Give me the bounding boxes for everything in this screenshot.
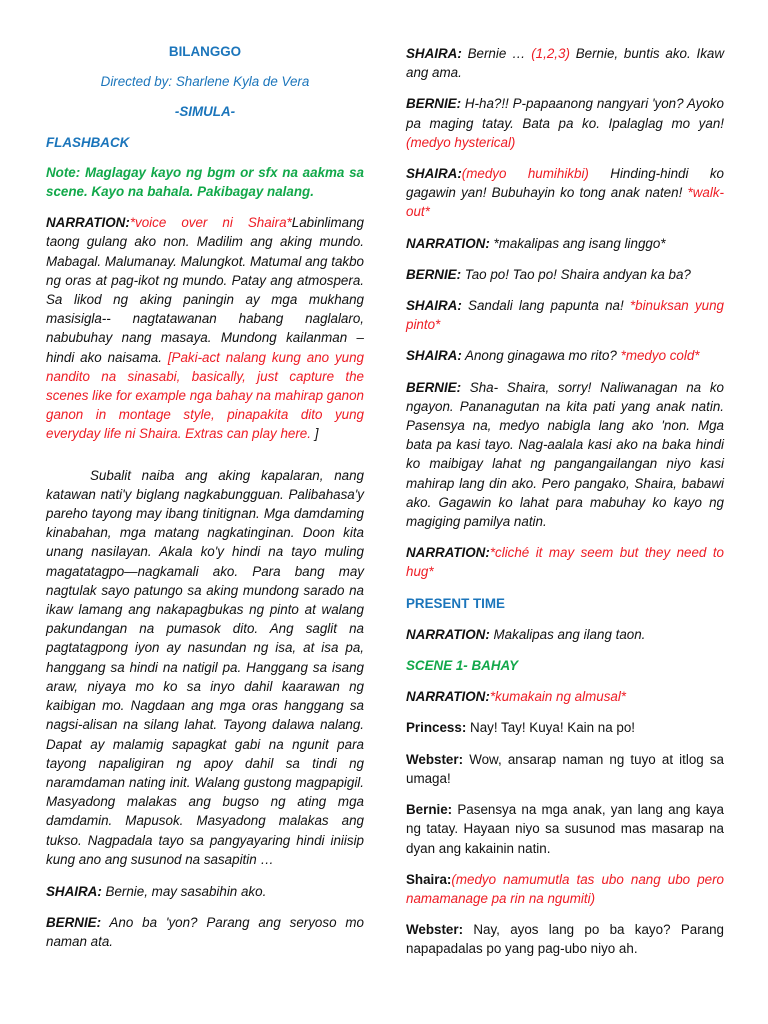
- narration-line: [406, 687, 724, 706]
- dialogue-line: [406, 378, 724, 532]
- dialogue-line: [406, 870, 724, 908]
- speaker-label: NARRATION:: [406, 689, 490, 705]
- speaker-label: Bernie:: [406, 802, 453, 818]
- production-note: Note: Maglagay kayo ng bgm or sfx na aakma sa scene. Kayo na bahala. Pakibagay nalang.: [46, 164, 364, 200]
- right-column: [406, 44, 724, 959]
- dialogue-text: Ano ba 'yon? Parang ang seryoso mo naman ata.: [46, 915, 364, 950]
- stage-direction: *walk-out*: [406, 185, 724, 220]
- dialogue-text: H-ha?!! P-papaanong nangyari 'yon? Ayoko pa maging tatay. Bata pa ko. Ipalaglag mo yan!: [406, 96, 724, 131]
- dialogue-text: Bernie, may sasabihin ako.: [101, 883, 267, 899]
- stage-direction: *binuksan yung pinto*: [406, 298, 724, 333]
- speaker-label: BERNIE:: [406, 96, 462, 112]
- speaker-label: Webster:: [406, 922, 464, 938]
- stage-direction: *kumakain ng almusal*: [489, 689, 627, 705]
- dialogue-line: [406, 800, 724, 858]
- speaker-label: BERNIE:: [406, 379, 462, 395]
- speaker-label: SHAIRA:: [406, 348, 462, 364]
- speaker-label: SHAIRA:: [406, 166, 462, 182]
- scene-heading: SCENE 1- BAHAY: [406, 658, 519, 674]
- stage-direction: *medyo cold*: [620, 348, 700, 364]
- speaker-label: SHAIRA:: [406, 46, 462, 61]
- simula-heading: -SIMULA-: [174, 104, 236, 120]
- speaker-label: SHAIRA:: [406, 298, 462, 314]
- speaker-label: BERNIE:: [406, 266, 462, 282]
- narration-text: Makalipas ang ilang taon.: [489, 626, 646, 642]
- dialogue-line: [406, 718, 724, 737]
- narration-text: *makalipas ang isang linggo*: [489, 235, 666, 251]
- dialogue-line: [406, 346, 724, 365]
- dialogue-line: [46, 882, 364, 901]
- stage-direction: *voice over ni Shaira*: [129, 215, 292, 231]
- dialogue-text: Sandali lang papunta na!: [461, 298, 630, 314]
- speaker-label: Webster:: [406, 751, 464, 767]
- speaker-label: NARRATION:: [406, 545, 490, 561]
- dialogue-text: Nay, ayos lang po ba kayo? Parang napapadalas po yang pag-ubo niyo ah.: [406, 922, 724, 957]
- dialogue-text: Bernie …: [461, 46, 532, 61]
- dialogue-text: Wow, ansarap naman ng tuyo at itlog sa umaga!: [406, 751, 724, 786]
- dialogue-text: Anong ginagawa mo rito?: [461, 348, 621, 364]
- dialogue-text: Sha- Shaira, sorry! Naliwanagan na ko ngayon. Pananagutan na kita pati yang anak natin. Pasensya na, medyo nabigla lang ako 'non. Mga bata pa kasi tayo. Nag-aalala kasi ako na baka hindi ko maibigay lahat ng pangangailangan niyo kasi mahirap lang din ako. Pero pangako, Shaira, babawi ako. Gagawin ko lahat para mabuhay ko kayo ng magiging pamilya natin.: [406, 379, 724, 530]
- dialogue-text: Hinding-hindi ko gagawin yan! Bubuhayin ko tong anak naten!: [406, 166, 724, 201]
- narration-text: Labinlimang taong gulang ako non. Madilim ang aking mundo. Mabagal. Malumanay. Malungkot. Matumal ang takbo ng oras at pag-ikot ng mundo. Patay ang atmospera. Sa likod ng aking paningin ay mga mukhang masisigla-- nagtatawanan habang naglalaro, nabubuhay nang masaya. Mundong kailanman – hindi ako naisama.: [46, 215, 364, 365]
- dialogue-line: [406, 94, 724, 152]
- narration-line: [406, 625, 724, 644]
- speaker-label: BERNIE:: [46, 915, 102, 931]
- narration-paragraph-2: Subalit naiba ang aking kapalaran, nang katawan nati'y biglang nagkabungguan. Palibahasa'y pareho tayong may ibang tinitignan. Mga damdaming kinabahan, mga matang nagkatinginan. Doon kita unang nasilayan. Akala ko'y hindi na tayo muling magatatagpo—nagkamali ako. Para bang may nagtulak sayo patungo sa aking mundong sarado na ikaw lamang ang nakapagbukas ng pinto at walang pakundangan na pumasok dito. Ang saglit na pagtatagpong iyon ay nasundan ng isa, at isa pa, hanggang sa hindi na natigil pa. Hanggang sa isang araw, niyaya mo ko sa inyo dahil kaarawan ng kaibigan mo. Nagdaan ang mga oras hanggang sa nagsi-alisan na silang lahat. Tayong dalawa nalang. Dapat ay malamig sapagkat gabi na ngunit para tayong napaligiran ng apoy dahil sa tindi ng naramdaman nating init. Walang gustong magpapigil. Masyadong malakas ang bugso ng ating mga damdamin. Mapusok. Masyadong malakas ang tukso. Nagpadala tayo sa pangyayaring hindi iniisip kung ano ang susunod na sasapitin …: [46, 467, 364, 867]
- narration-line: [406, 543, 724, 581]
- dialogue-text: Tao po! Tao po! Shaira andyan ka ba?: [461, 266, 691, 282]
- narration-paragraph: [46, 213, 364, 443]
- speaker-label: NARRATION:: [406, 235, 490, 251]
- script-title: BILANGGO: [168, 44, 242, 59]
- dialogue-line: [46, 913, 364, 951]
- speaker-label: SHAIRA:: [46, 883, 102, 899]
- dialogue-line: [406, 296, 724, 334]
- stage-direction: (medyo humihikbi): [461, 166, 589, 182]
- speaker-label: Princess:: [406, 720, 467, 736]
- stage-direction: *cliché it may seem but they need to hug*: [406, 545, 724, 580]
- dialogue-line: [406, 920, 724, 958]
- dialogue-text: Nay! Tay! Kuya! Kain na po!: [466, 720, 636, 736]
- stage-direction: (medyo hysterical): [406, 134, 516, 150]
- dialogue-text: Bernie, buntis ako. Ikaw ang ama.: [406, 46, 725, 81]
- speaker-label: Shaira:: [406, 871, 452, 887]
- narration-line: [406, 234, 724, 253]
- present-time-heading: PRESENT TIME: [406, 595, 505, 611]
- stage-direction: [Paki-act nalang kung ano yung nandito na sinasabi, basically, just capture the scenes like for example nga bahay na mahirap ganon ganon in montage style, pinapakita dito yung everyday life ni Shaira. Extras can play here.: [46, 349, 364, 442]
- dialogue-line: [406, 265, 724, 284]
- speaker-label: NARRATION:: [406, 626, 490, 642]
- dialogue-text: Pasensya na mga anak, yan lang ang kaya ng tatay. Hayaan niyo sa susunod mas masarap na dyan ang kakainin natin.: [406, 802, 724, 856]
- bracket-close: ]: [310, 426, 319, 442]
- dialogue-line: [406, 164, 724, 222]
- flashback-heading: FLASHBACK: [46, 134, 130, 150]
- dialogue-line: [406, 44, 724, 82]
- stage-direction: (medyo namumutla tas ubo nang ubo pero namamanage pa rin na ngumiti): [406, 871, 724, 906]
- dialogue-line: [406, 750, 724, 788]
- director-line: Directed by: Sharlene Kyla de Vera: [100, 74, 310, 90]
- speaker-label: NARRATION:: [46, 215, 130, 231]
- left-column: [46, 42, 364, 952]
- stage-direction: (1,2,3): [531, 46, 570, 61]
